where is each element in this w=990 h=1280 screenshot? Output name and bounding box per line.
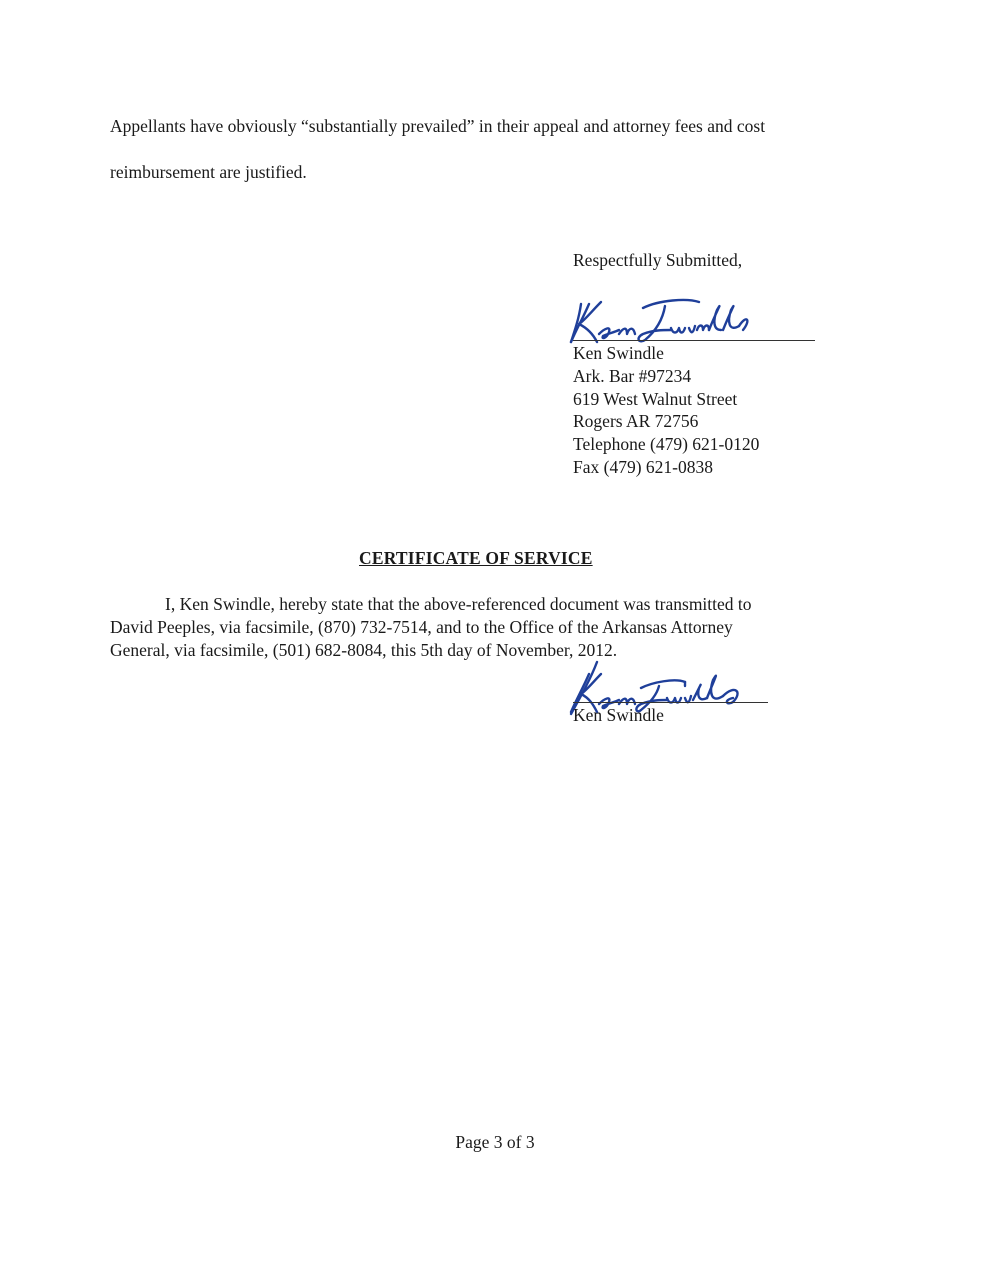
closing-text: Respectfully Submitted, [573,250,743,270]
page-number: Page 3 of 3 [455,1132,535,1152]
body-line-1: Appellants have obviously “substantially prevailed” in their appeal and attorney fees and cost [110,116,766,136]
certificate-line-3: General, via facsimile, (501) 682-8084, this 5th day of November, 2012. [110,639,618,660]
signature-line [573,340,815,341]
certificate-title: CERTIFICATE OF SERVICE [359,548,593,568]
certificate-line-2: David Peeples, via facsimile, (870) 732-7514, and to the Office of the Arkansas Attorney [110,616,733,637]
certificate-body [110,593,752,661]
city-state-zip: Rogers AR 72756 [573,411,699,432]
signature-line-2 [573,702,768,703]
certificate-signer-name: Ken Swindle [573,705,664,725]
telephone: Telephone (479) 621-0120 [573,434,760,455]
bar-number: Ark. Bar #97234 [573,365,692,386]
attorney-name: Ken Swindle [573,343,664,363]
certificate-line-1: I, Ken Swindle, hereby state that the above-referenced document was transmitted to [165,594,752,614]
attorney-address [573,342,759,479]
street-address: 619 West Walnut Street [573,388,738,409]
fax: Fax (479) 621-0838 [573,456,713,477]
body-line-2: reimbursement are justified. [110,162,307,182]
handwritten-signature [567,290,767,350]
